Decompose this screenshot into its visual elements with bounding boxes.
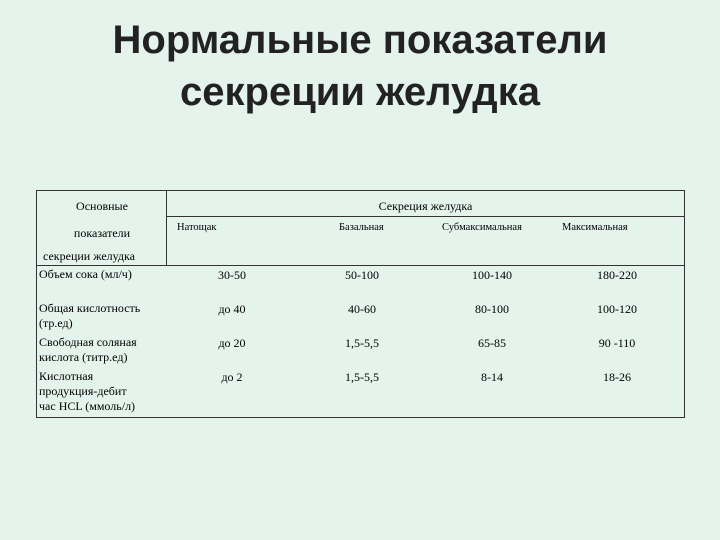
table-cell: 8-14 (481, 370, 503, 384)
table-cell: 100-120 (597, 302, 637, 316)
table-cell: до 40 (218, 302, 246, 316)
table-cell: 80-100 (475, 302, 509, 316)
table-cell: до 20 (218, 336, 246, 350)
table-cell: 50-100 (345, 268, 379, 282)
corner-header (37, 226, 167, 241)
row-label-line: продукция-дебит (39, 384, 127, 398)
table-cell: 1,5-5,5 (345, 370, 379, 384)
table-cell: 1,5-5,5 (345, 336, 379, 350)
grid-line (166, 216, 684, 217)
table-cell: 40-60 (348, 302, 376, 316)
group-header: Секреция желудка (378, 199, 473, 213)
corner-header (37, 199, 167, 214)
table-cell: 180-220 (597, 268, 637, 282)
corner-line-1: Основные (76, 199, 128, 213)
column-header: Субмаксимальная (442, 222, 522, 233)
title-line-2: секреции желудка (180, 70, 540, 114)
row-label (39, 301, 140, 331)
row-label-line: Объем сока (мл/ч) (39, 267, 132, 281)
column-header: Натощак (177, 222, 217, 233)
corner-header (43, 249, 135, 264)
row-label (39, 369, 135, 414)
grid-line (37, 265, 684, 266)
row-label-line: час HCL (ммоль/л) (39, 399, 136, 413)
row-label-line: Общая кислотность (39, 301, 141, 315)
row-label (39, 267, 132, 282)
corner-line-3: секреции желудка (43, 249, 135, 263)
table-cell: 30-50 (218, 268, 246, 282)
table-cell: 18-26 (603, 370, 631, 384)
row-label-line: Кислотная (39, 369, 94, 383)
table-cell: 90 -110 (598, 336, 636, 350)
table-cell: 65-85 (478, 336, 506, 350)
slide-title (0, 14, 720, 118)
row-label-line: кислота (титр.ед) (39, 350, 128, 364)
row-label-line: Свободная соляная (39, 335, 137, 349)
row-label (39, 335, 137, 365)
column-header: Максимальная (562, 222, 628, 233)
row-label-line: (тр.ед) (39, 316, 73, 330)
column-header: Базальная (339, 222, 384, 233)
table-cell: 100-140 (472, 268, 512, 282)
secretion-table (36, 190, 685, 418)
title-line-1: Нормальные показатели (112, 18, 608, 62)
table-cell: до 2 (221, 370, 243, 384)
corner-line-2: показатели (73, 226, 131, 240)
